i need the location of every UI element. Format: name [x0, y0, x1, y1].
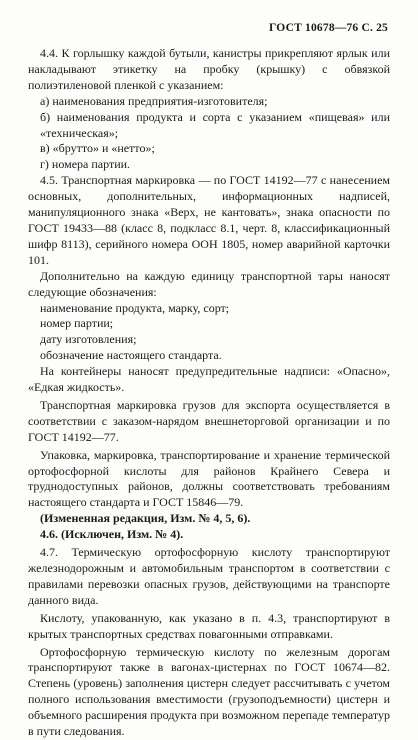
- paragraph-4-4: 4.4. К горлышку каждой бутыли, канистры прикрепляют ярлык или накладывают этикетку на пробку (крышку) с обвязкой полиэтиленовой пленкой с указанием:: [28, 46, 390, 92]
- paragraph-4-7: 4.7. Термическую ортофосфорную кислоту транспортируют железнодорожным и автомобильным транспортом в соответствии с правилами перевозки опасных грузов, действующими на транспорте данного вида.: [28, 545, 390, 607]
- paragraph-4-6: 4.6. (Исключен, Изм. № 4).: [40, 527, 184, 542]
- paragraph-covered-transport: Кислоту, упакованную, как указано в п. 4.3, транспортируют в крытых транспортных средствах повагонными отправками.: [28, 610, 390, 641]
- paragraph-north-packaging: Упаковка, маркировка, транспортирование и хранение термической ортофосфорной кислоты для районов Крайнего Севера и труднодоступных районов, должны соответствовать требованиям настоящего стандарта и ГОСТ 15846—79.: [28, 447, 390, 510]
- amendment-note: (Измененная редакция, Изм. № 4, 5, 6).: [40, 511, 251, 526]
- paragraph-tank-cars: Ортофосфорную термическую кислоту по железным дорогам транспортируют также в вагонах-цистернах по ГОСТ 10674—82. Степень (уровень) заполнения цистерн следует рассчитывать с учетом полного использования вместимости (грузоподъемности) цистерн и объемного расширения продукта при возможном перепаде температур в пути следования.: [28, 644, 390, 739]
- paragraph-additional-marks: Дополнительно на каждую единицу транспортной тары наносят следующие обозначения:: [28, 268, 390, 299]
- paragraph-4-5: 4.5. Транспортная маркировка — по ГОСТ 14192—77 с нанесением основных, дополнительных, информационных надписей, манипуляционного знака «Верх, не кантовать», знака опасности по ГОСТ 19433—88 (класс 8, подкласс 8.1, черт. 8, классификационный шифр 8113), серийного номера ООН 1805, номер аварийной карточки 101.: [28, 173, 390, 267]
- list-item-v: в) «брутто» и «нетто»;: [40, 141, 155, 156]
- document-body: [28, 46, 390, 740]
- mark-item-standard: обозначение настоящего стандарта.: [40, 348, 222, 363]
- mark-item-batch: номер партии;: [40, 316, 114, 331]
- paragraph-container-warnings: На контейнеры наносят предупредительные надписи: «Опасно», «Едкая жидкость».: [28, 364, 390, 395]
- mark-item-date: дату изготовления;: [40, 332, 137, 347]
- page-header: ГОСТ 10678—76 С. 25: [269, 22, 388, 34]
- list-item-a: а) наименования предприятия-изготовителя;: [40, 93, 268, 108]
- paragraph-export-marking: Транспортная маркировка грузов для экспорта осуществляется в соответствии с заказом-нарядом внешнеторговой организации и по ГОСТ 14192—77.: [28, 397, 390, 444]
- list-item-b: б) наименования продукта и сорта с указанием «пищевая» или «техническая»;: [40, 109, 390, 140]
- mark-item-product: наименование продукта, марку, сорт;: [40, 300, 230, 315]
- list-item-g: г) номера партии.: [40, 157, 131, 172]
